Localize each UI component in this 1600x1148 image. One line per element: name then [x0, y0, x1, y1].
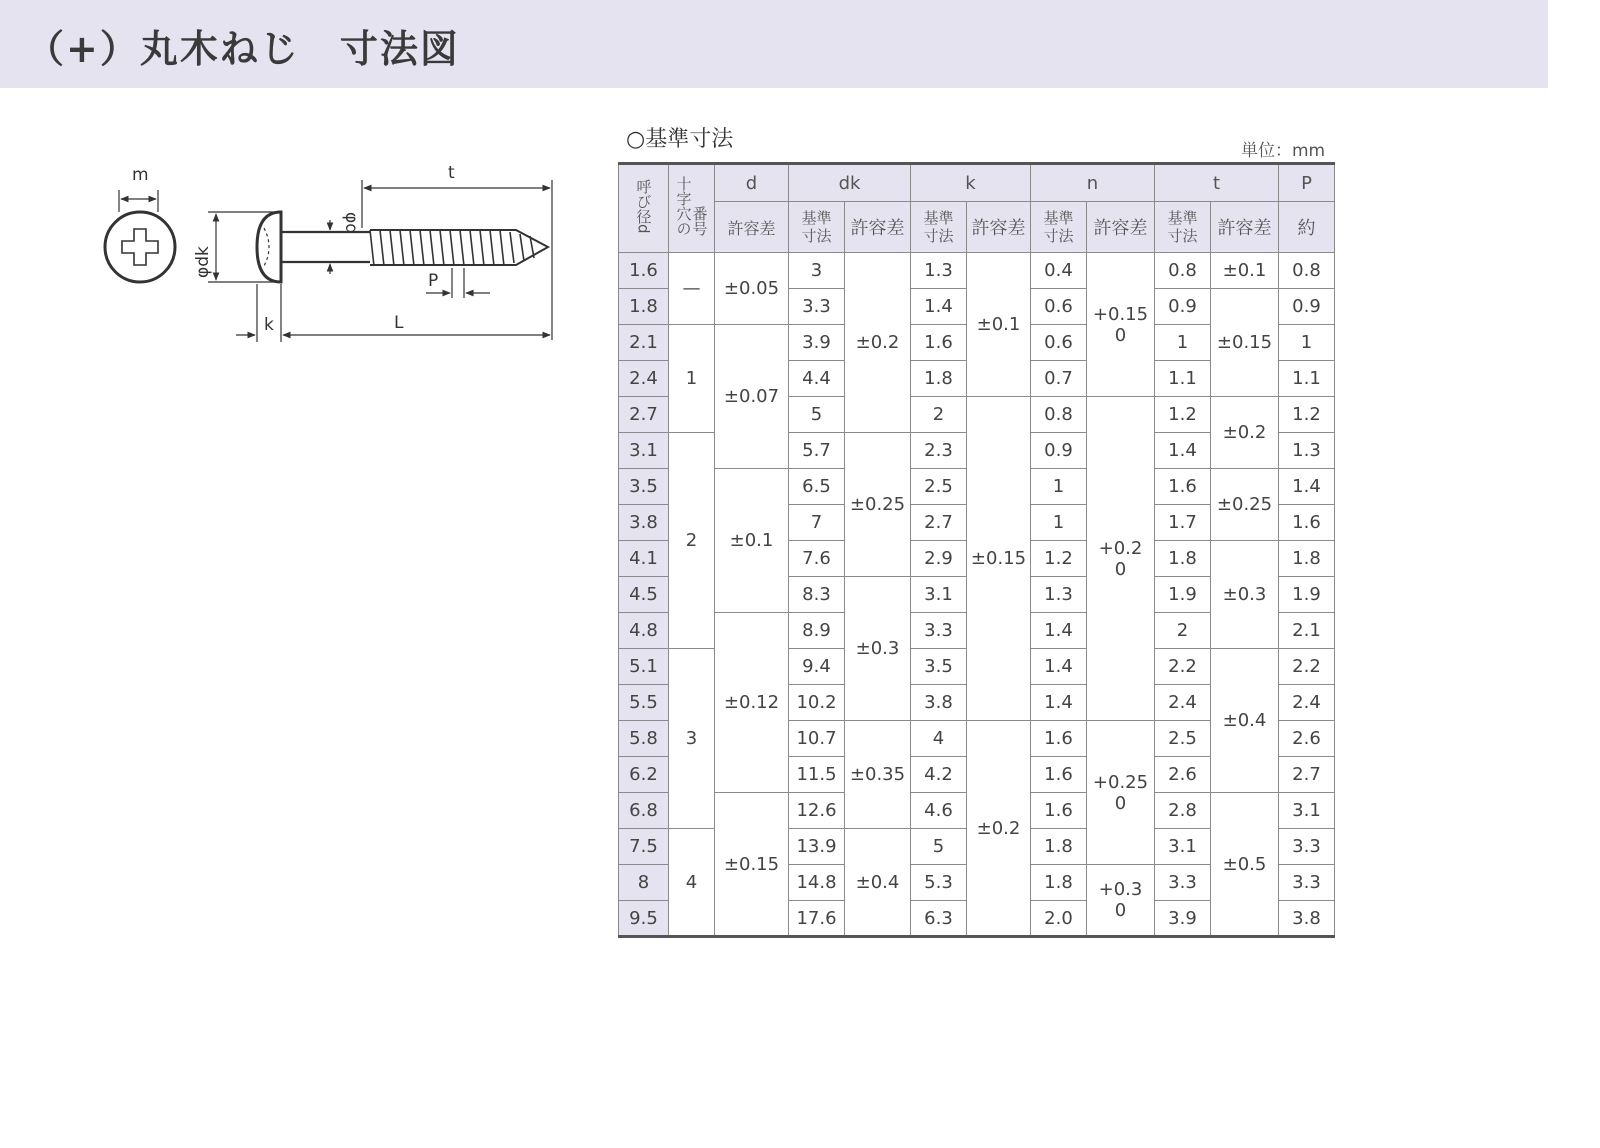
- cell-k-basic: 1.8: [911, 361, 967, 397]
- cell-k-basic: 2.9: [911, 541, 967, 577]
- cell-t-tol: ±0.3: [1211, 541, 1279, 649]
- cell-n-basic: 1: [1031, 505, 1087, 541]
- cell-dk-tol: ±0.4: [845, 829, 911, 937]
- cell-dk-basic: 6.5: [789, 469, 845, 505]
- cell-n-basic: 1.4: [1031, 649, 1087, 685]
- cell-dk-basic: 3.3: [789, 289, 845, 325]
- cell-dk-basic: 9.4: [789, 649, 845, 685]
- cell-p-approx: 1.9: [1279, 577, 1335, 613]
- cell-n-basic: 1.8: [1031, 829, 1087, 865]
- cell-p-approx: 1.2: [1279, 397, 1335, 433]
- cell-t-basic: 3.3: [1155, 865, 1211, 901]
- cell-nominal-d: 4.5: [619, 577, 669, 613]
- header-k: k: [911, 164, 1031, 202]
- label-phi-d: φd: [341, 212, 361, 235]
- cell-t-basic: 1.8: [1155, 541, 1211, 577]
- header-n-basic: 基準 寸法: [1031, 202, 1087, 253]
- cell-t-tol: ±0.4: [1211, 649, 1279, 793]
- cell-nominal-d: 1.6: [619, 253, 669, 289]
- cell-p-approx: 2.1: [1279, 613, 1335, 649]
- cell-n-basic: 0.4: [1031, 253, 1087, 289]
- page-title: （+）丸木ねじ 寸法図: [26, 27, 460, 71]
- cell-k-tol: ±0.2: [967, 721, 1031, 937]
- cell-n-basic: 1.4: [1031, 613, 1087, 649]
- cell-dk-basic: 5: [789, 397, 845, 433]
- cell-n-basic: 0.7: [1031, 361, 1087, 397]
- cell-dk-basic: 14.8: [789, 865, 845, 901]
- cell-t-basic: 1.2: [1155, 397, 1211, 433]
- cell-p-approx: 2.2: [1279, 649, 1335, 685]
- cell-p-approx: 1.6: [1279, 505, 1335, 541]
- cell-nominal-d: 7.5: [619, 829, 669, 865]
- cell-t-basic: 0.9: [1155, 289, 1211, 325]
- cell-nominal-d: 3.5: [619, 469, 669, 505]
- cell-nominal-d: 6.8: [619, 793, 669, 829]
- cell-n-tol: +0.15 0: [1087, 253, 1155, 397]
- cell-t-tol: ±0.15: [1211, 289, 1279, 397]
- cell-p-approx: 3.3: [1279, 829, 1335, 865]
- cell-k-tol: ±0.15: [967, 397, 1031, 721]
- cell-t-basic: 1.4: [1155, 433, 1211, 469]
- header-t-basic: 基準 寸法: [1155, 202, 1211, 253]
- cell-nominal-d: 1.8: [619, 289, 669, 325]
- cell-d-tol: ±0.05: [715, 253, 789, 325]
- label-l: L: [394, 313, 404, 333]
- cell-k-basic: 3.3: [911, 613, 967, 649]
- cell-n-basic: 2.0: [1031, 901, 1087, 937]
- screw-thread: [370, 230, 534, 266]
- cell-p-approx: 1.8: [1279, 541, 1335, 577]
- cell-d-tol: ±0.1: [715, 469, 789, 613]
- cell-n-basic: 0.9: [1031, 433, 1087, 469]
- cell-k-basic: 4.6: [911, 793, 967, 829]
- cell-d-tol: ±0.12: [715, 613, 789, 793]
- cell-k-basic: 3.1: [911, 577, 967, 613]
- table-row: [619, 253, 1335, 289]
- unit-label: 単位：mm: [1241, 141, 1326, 161]
- cell-t-tol: ±0.1: [1211, 253, 1279, 289]
- cell-t-basic: 1.7: [1155, 505, 1211, 541]
- header-n-tolerance: 許容差: [1087, 202, 1155, 253]
- screw-head-front-view: [105, 212, 175, 282]
- cell-dk-basic: 10.2: [789, 685, 845, 721]
- cell-p-approx: 2.4: [1279, 685, 1335, 721]
- cell-n-basic: 1.2: [1031, 541, 1087, 577]
- cell-nominal-d: 6.2: [619, 757, 669, 793]
- cell-dk-basic: 4.4: [789, 361, 845, 397]
- cell-t-basic: 1: [1155, 325, 1211, 361]
- cell-k-basic: 4.2: [911, 757, 967, 793]
- cell-dk-tol: ±0.2: [845, 253, 911, 433]
- cell-nominal-d: 5.8: [619, 721, 669, 757]
- cell-t-tol: ±0.2: [1211, 397, 1279, 469]
- cell-nominal-d: 2.4: [619, 361, 669, 397]
- cell-k-basic: 5: [911, 829, 967, 865]
- header-t: t: [1155, 164, 1279, 202]
- cell-k-basic: 2.5: [911, 469, 967, 505]
- header-dk-tolerance: 許容差: [845, 202, 911, 253]
- header-row-2: [619, 202, 1335, 253]
- header-row-1: [619, 164, 1335, 202]
- cell-t-basic: 0.8: [1155, 253, 1211, 289]
- label-t: t: [448, 163, 455, 183]
- section-title: ○基準寸法: [626, 127, 734, 152]
- header-d-tolerance: 許容差: [715, 202, 789, 253]
- cell-dk-tol: ±0.35: [845, 721, 911, 829]
- screw-dimension-diagram: [96, 150, 576, 360]
- header-k-basic: 基準 寸法: [911, 202, 967, 253]
- cell-t-basic: 1.9: [1155, 577, 1211, 613]
- cell-t-basic: 2: [1155, 613, 1211, 649]
- cell-n-tol: +0.3 0: [1087, 865, 1155, 937]
- cell-t-basic: 2.4: [1155, 685, 1211, 721]
- label-p: P: [428, 271, 439, 291]
- cell-t-basic: 1.6: [1155, 469, 1211, 505]
- cell-cross-no: 1: [669, 325, 715, 433]
- header-nominal-diameter: 呼び径d: [619, 164, 669, 253]
- table-body: [619, 253, 1335, 937]
- dimension-table: [618, 162, 1335, 938]
- cell-k-basic: 2.3: [911, 433, 967, 469]
- header-dk: dk: [789, 164, 911, 202]
- cell-p-approx: 1.3: [1279, 433, 1335, 469]
- cell-p-approx: 3.8: [1279, 901, 1335, 937]
- label-m: m: [132, 165, 149, 185]
- cell-p-approx: 1: [1279, 325, 1335, 361]
- header-dk-basic: 基準 寸法: [789, 202, 845, 253]
- cell-t-basic: 2.6: [1155, 757, 1211, 793]
- cell-t-basic: 3.9: [1155, 901, 1211, 937]
- cell-k-basic: 2: [911, 397, 967, 433]
- cell-dk-basic: 7: [789, 505, 845, 541]
- cell-p-approx: 1.4: [1279, 469, 1335, 505]
- cell-dk-basic: 11.5: [789, 757, 845, 793]
- cell-dk-basic: 10.7: [789, 721, 845, 757]
- cell-nominal-d: 8: [619, 865, 669, 901]
- cell-n-basic: 1.3: [1031, 577, 1087, 613]
- cell-n-tol: +0.2 0: [1087, 397, 1155, 721]
- cell-n-basic: 0.8: [1031, 397, 1087, 433]
- cell-n-basic: 1: [1031, 469, 1087, 505]
- cell-n-basic: 1.8: [1031, 865, 1087, 901]
- cell-n-basic: 1.4: [1031, 685, 1087, 721]
- header-n: n: [1031, 164, 1155, 202]
- cell-t-basic: 2.2: [1155, 649, 1211, 685]
- cell-p-approx: 2.7: [1279, 757, 1335, 793]
- cell-k-basic: 1.4: [911, 289, 967, 325]
- cell-p-approx: 3.1: [1279, 793, 1335, 829]
- cell-d-tol: ±0.15: [715, 793, 789, 937]
- cell-cross-no: 2: [669, 433, 715, 649]
- header-p: P: [1279, 164, 1335, 202]
- cell-n-basic: 0.6: [1031, 325, 1087, 361]
- cell-n-basic: 1.6: [1031, 793, 1087, 829]
- cell-nominal-d: 3.8: [619, 505, 669, 541]
- cell-n-basic: 0.6: [1031, 289, 1087, 325]
- cell-p-approx: 0.8: [1279, 253, 1335, 289]
- cell-dk-basic: 5.7: [789, 433, 845, 469]
- screw-shank: [281, 232, 370, 262]
- cell-cross-no: —: [669, 253, 715, 325]
- cell-d-tol: ±0.07: [715, 325, 789, 469]
- header-cross-recess-number: 十字穴の番号: [669, 164, 715, 253]
- cell-k-tol: ±0.1: [967, 253, 1031, 397]
- cell-dk-basic: 8.3: [789, 577, 845, 613]
- cell-k-basic: 3.5: [911, 649, 967, 685]
- cell-t-tol: ±0.5: [1211, 793, 1279, 937]
- cell-k-basic: 1.3: [911, 253, 967, 289]
- cell-dk-tol: ±0.3: [845, 577, 911, 721]
- title-bar: [0, 0, 1548, 88]
- cell-n-tol: +0.25 0: [1087, 721, 1155, 865]
- cell-nominal-d: 9.5: [619, 901, 669, 937]
- cell-t-basic: 1.1: [1155, 361, 1211, 397]
- cell-dk-tol: ±0.25: [845, 433, 911, 577]
- cell-p-approx: 2.6: [1279, 721, 1335, 757]
- cell-k-basic: 2.7: [911, 505, 967, 541]
- cell-p-approx: 3.3: [1279, 865, 1335, 901]
- cell-nominal-d: 2.1: [619, 325, 669, 361]
- cell-cross-no: 4: [669, 829, 715, 937]
- cell-nominal-d: 2.7: [619, 397, 669, 433]
- cell-k-basic: 6.3: [911, 901, 967, 937]
- header-p-approx: 約: [1279, 202, 1335, 253]
- cell-t-basic: 2.8: [1155, 793, 1211, 829]
- cell-dk-basic: 13.9: [789, 829, 845, 865]
- cell-nominal-d: 5.1: [619, 649, 669, 685]
- header-k-tolerance: 許容差: [967, 202, 1031, 253]
- cell-k-basic: 1.6: [911, 325, 967, 361]
- header-t-tolerance: 許容差: [1211, 202, 1279, 253]
- cell-dk-basic: 7.6: [789, 541, 845, 577]
- cell-n-basic: 1.6: [1031, 721, 1087, 757]
- label-k: k: [264, 315, 274, 335]
- cell-dk-basic: 12.6: [789, 793, 845, 829]
- cell-p-approx: 0.9: [1279, 289, 1335, 325]
- cell-cross-no: 3: [669, 649, 715, 829]
- cell-t-tol: ±0.25: [1211, 469, 1279, 541]
- cell-nominal-d: 4.1: [619, 541, 669, 577]
- cell-t-basic: 3.1: [1155, 829, 1211, 865]
- cell-n-basic: 1.6: [1031, 757, 1087, 793]
- cell-dk-basic: 17.6: [789, 901, 845, 937]
- header-d: d: [715, 164, 789, 202]
- cell-k-basic: 5.3: [911, 865, 967, 901]
- label-phi-dk: φdk: [193, 246, 213, 278]
- cell-nominal-d: 4.8: [619, 613, 669, 649]
- cell-dk-basic: 8.9: [789, 613, 845, 649]
- cell-dk-basic: 3: [789, 253, 845, 289]
- cell-nominal-d: 5.5: [619, 685, 669, 721]
- cell-k-basic: 3.8: [911, 685, 967, 721]
- cell-nominal-d: 3.1: [619, 433, 669, 469]
- cell-p-approx: 1.1: [1279, 361, 1335, 397]
- cell-k-basic: 4: [911, 721, 967, 757]
- cell-dk-basic: 3.9: [789, 325, 845, 361]
- cell-t-basic: 2.5: [1155, 721, 1211, 757]
